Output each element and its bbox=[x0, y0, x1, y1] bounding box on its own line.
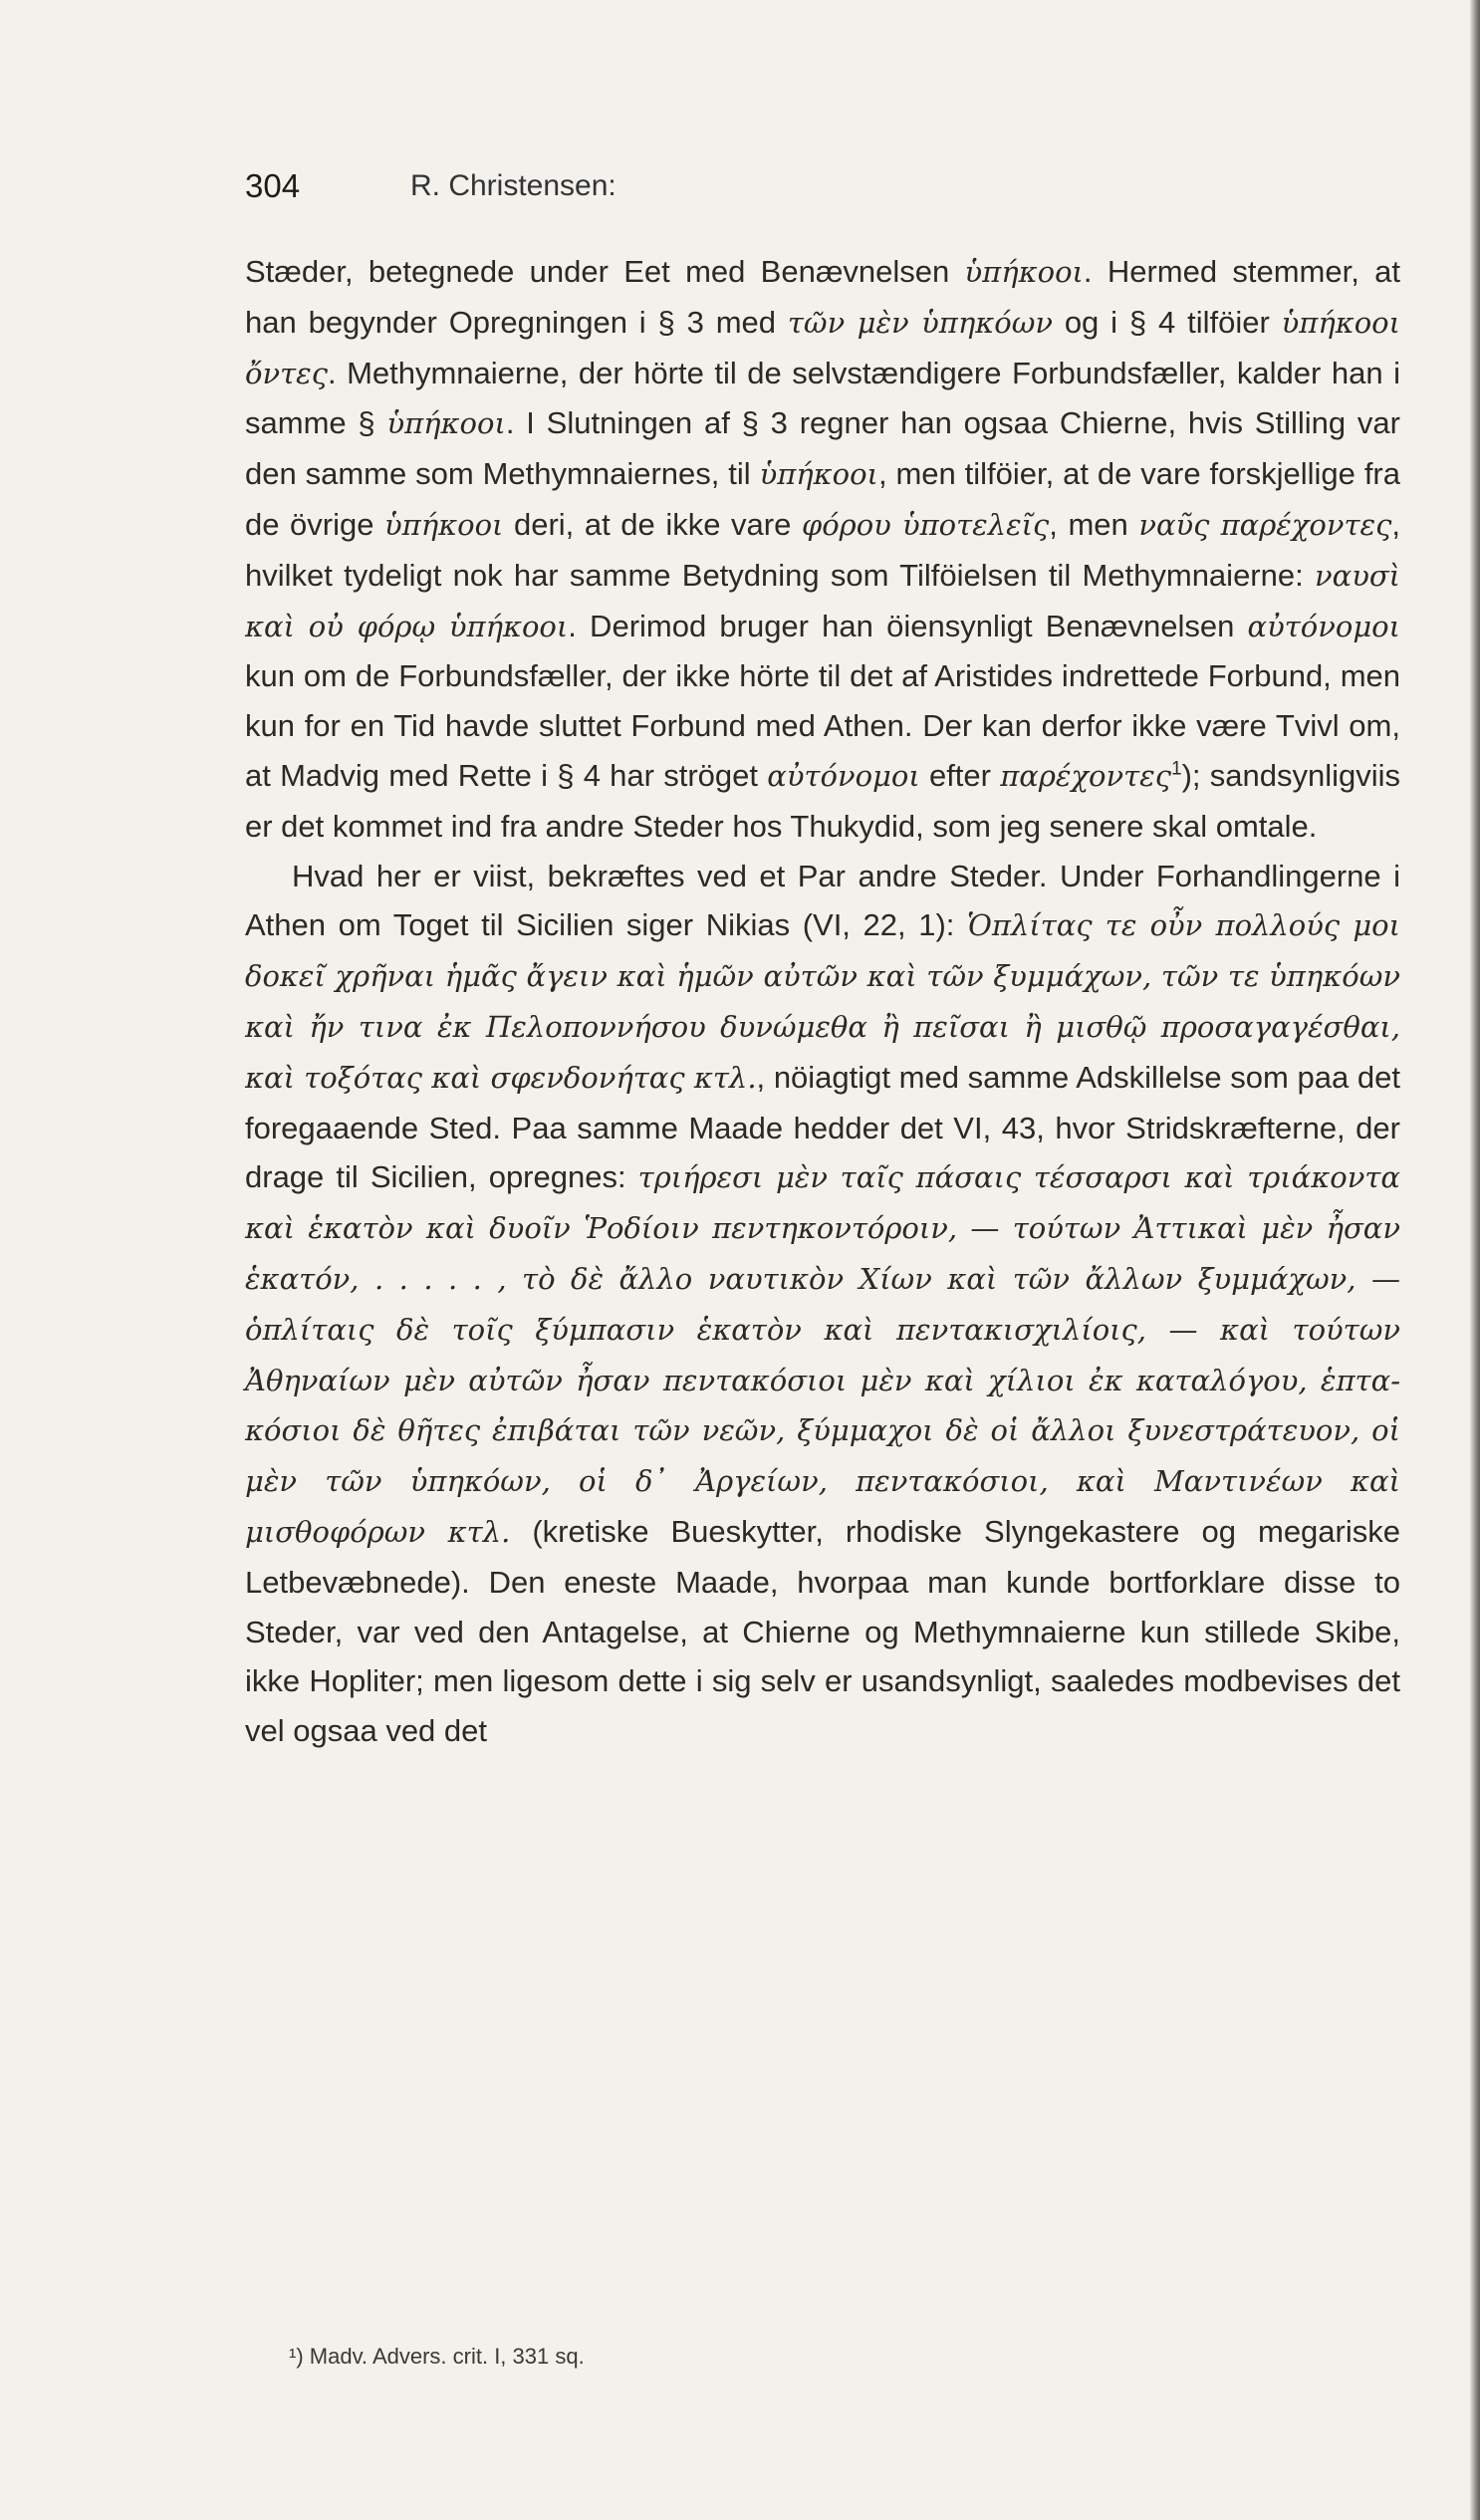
greek-quote: ὑπήκοοι bbox=[759, 457, 878, 492]
greek-quote: Ὁπλίτας τε οὖν πολλούς μοι δοκεῖ χρῆναι ἡμᾶς ἄγειν καὶ ἡμῶν αὐτῶν καὶ τῶν ξυμμάχων, τῶν τε ὑπηκόων καὶ ἤν τινα ἐκ Πελοποννήσου δυνώμεθα ἢ πεῖσαι ἢ μισθῷ προσαγαγέσθαι, καὶ τοξότας καὶ σφενδονήτας κτλ. bbox=[245, 908, 1400, 1095]
text-run: efter bbox=[919, 757, 1001, 793]
greek-quote: αὐτόνομοι bbox=[1247, 609, 1400, 643]
text-run: . Methymnaierne, der hörte til de selvstændigere Forbundsfæller, kalder han i samme § bbox=[245, 355, 1400, 441]
text-run: . Derimod bruger han öiensynligt Benævnelsen bbox=[568, 608, 1248, 643]
text-run: deri, at de ikke vare bbox=[503, 506, 802, 542]
paragraph bbox=[245, 852, 1400, 1756]
greek-quote: ὑπήκοοι ὄντες bbox=[245, 305, 1400, 390]
greek-quote: ὑπήκοοι bbox=[964, 255, 1084, 289]
text-run: . Hermed stemmer, at han begynder Opregningen i § 3 med bbox=[245, 254, 1400, 340]
text-run: . I Slutningen af § 3 regner han ogsaa Chierne, hvis Stilling var den samme som Methymnaiernes, til bbox=[245, 405, 1400, 492]
greek-quote: αὐτόνομοι bbox=[767, 758, 920, 793]
page-edge-shadow bbox=[1470, 0, 1480, 2520]
body-text bbox=[245, 247, 1400, 1756]
greek-quote: τριήρεσι μὲν ταῖς πάσαις τέσσαρσι καὶ τριάκοντα καὶ ἑκατὸν καὶ δυοῖν Ῥοδίοιν πεντηκοντόροιν, — τούτων Ἀττικαὶ μὲν ἦσαν ἑκατόν, . . . . . , τὸ δὲ ἄλλο ναυτικὸν Χίων καὶ τῶν ἄλλων ξυμμάχων, — ὁπλίταις δὲ τοῖς ξύμπασιν ἑκατὸν καὶ πεντακισχιλίοις, — καὶ τούτων Ἀθηναίων μὲν αὐτῶν ἦσαν πεντακόσιοι μὲν καὶ χίλιοι ἐκ καταλόγου, ἑπτακόσιοι δὲ θῆτες ἐπιβάται τῶν νεῶν, ξύμμαχοι δὲ οἱ ἄλλοι ξυνεστράτευον, οἱ μὲν τῶν ὑπηκόων, οἱ δ᾽ Ἀργείων, πεντακόσιοι, καὶ Μαντινέων καὶ μισθοφόρων κτλ. bbox=[245, 1160, 1400, 1549]
greek-quote: ὑπήκοοι bbox=[386, 406, 506, 441]
running-head: R. Christensen: bbox=[410, 169, 617, 202]
text-run: ); sandsynligviis er det kommet ind fra andre Steder hos Thukydid, som jeg senere skal omtale. bbox=[245, 757, 1400, 844]
text-run: , nöiagtigt med samme Adskillelse som paa det foregaaende Sted. Paa samme Maade hedder det VI, 43, hvor Stridskræfterne, der drage til Sicilien, opregnes: bbox=[245, 1059, 1401, 1195]
text-run: Stæder, betegnede under Eet med Benævnelsen bbox=[245, 254, 965, 289]
greek-quote: ναῦς παρέχοντες bbox=[1138, 507, 1392, 542]
page-number: 304 bbox=[245, 167, 301, 204]
footnote-marker: ¹) bbox=[289, 2344, 304, 2369]
text-run: kun om de Forbundsfæller, der ikke hörte til det af Aristides indrettede Forbund, men kun for en Tid havde sluttet Forbund med Athen. Der kan derfor ikke være Tvivl om, at Madvig med Rette i § 4 har ströget bbox=[245, 658, 1400, 793]
text-run: Hvad her er viist, bekræftes ved et Par andre Steder. Under Forhandlingerne i Athen om Toget til Sicilien siger Nikias (VI, 22, 1): bbox=[245, 858, 1400, 943]
paragraph bbox=[245, 247, 1400, 852]
greek-quote: ναυσὶ καὶ οὐ φόρῳ ὑπήκοοι bbox=[245, 558, 1400, 643]
greek-quote: φόρου ὑποτελεῖς bbox=[801, 507, 1050, 542]
greek-quote: ὑπήκοοι bbox=[384, 507, 504, 542]
page-header bbox=[245, 167, 1400, 211]
footnote bbox=[289, 2344, 1384, 2370]
text-run: , hvilket tydeligt nok har samme Betydning som Tilföielsen til Methymnaierne: bbox=[245, 506, 1400, 593]
text-run: , men tilföier, at de vare forskjellige fra de övrige bbox=[245, 456, 1400, 542]
text-run: , men bbox=[1049, 506, 1139, 542]
footnote-ref: 1 bbox=[1170, 758, 1182, 780]
text-run: og i § 4 tilföier bbox=[1052, 304, 1282, 340]
text-run: (kretiske Bueskytter, rhodiske Slyngekastere og megariske Letbevæbnede). Den eneste Maade, hvorpaa man kunde bortforklare disse to Steder, var ved den Antagelse, at Chierne og Methymnaierne kun stillede Skibe, ikke Hopliter; men ligesom dette i sig selv er usandsynligt, saaledes modbevises det vel ogsaa ved det bbox=[245, 1513, 1400, 1749]
greek-quote: τῶν μὲν ὑπηκόων bbox=[787, 305, 1053, 340]
footnote-text: Madv. Advers. crit. I, 331 sq. bbox=[303, 2344, 585, 2369]
greek-quote: παρέχοντες bbox=[1000, 758, 1171, 793]
